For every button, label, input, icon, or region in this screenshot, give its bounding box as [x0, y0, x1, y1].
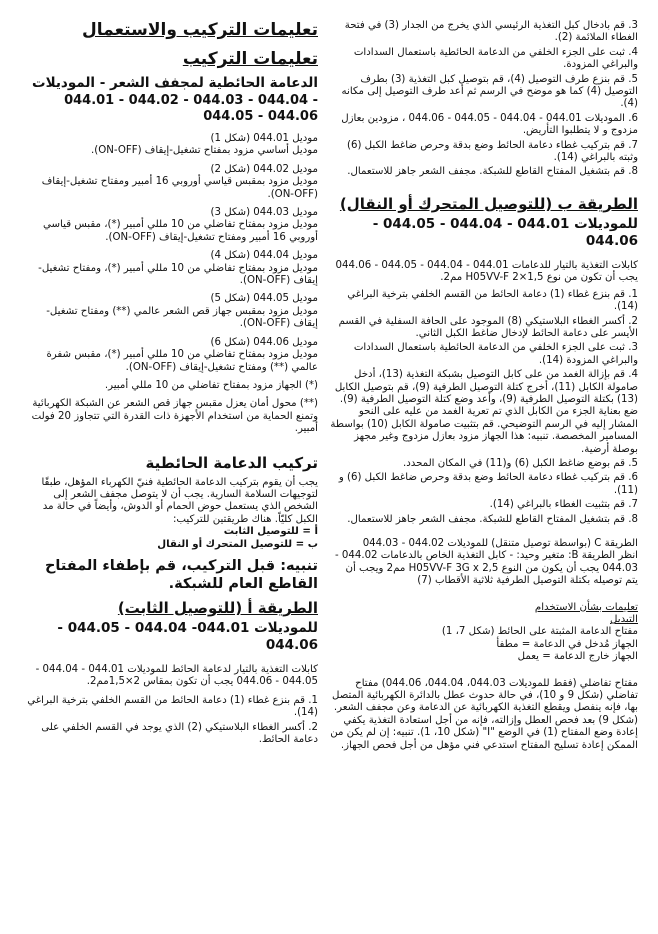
installation-title: تعليمات التركيب [182, 49, 318, 69]
method-a-steps-continued [330, 20, 638, 179]
left-column [22, 20, 318, 748]
model-head: موديل 044.04 (شكل 4) [210, 250, 318, 262]
list-item: 3. ثبت على الجزء الخلفي من الدعامة الحائطية باستعمال السدادات والبراغي المزودة (14). [353, 342, 638, 366]
model-desc: موديل مزود بمفتاح تفاضلي من 10 مللي أمبير (*)، مقبس قياسي أوروبي 16 أمبير ومفتاح تشغيل-إيقاف (ON-OFF). [43, 219, 318, 243]
usage-line: الجهاز خارج الدعامة = يعمل [517, 651, 638, 663]
list-item: 5. قم بنزع طرف التوصيل (4)، قم بتوصيل كبل التغذية (3) بطرف التوصيل (4) كما هو موضح في الرسم ثم أعد طرف التوصيل إلى مكانه (4). [341, 73, 638, 110]
list-item: 7. قم بتركيب غطاء دعامة الحائط وضع بدقة وحرص ضاغط الكبل (6) وثبته بالبراغي (14). [346, 139, 638, 164]
model-entry [22, 133, 318, 158]
method-c-title: الطريقة C (بواسطة توصيل متنقل) للموديلات 044.02 - 044.03 [362, 538, 638, 549]
model-desc: موديل مزود بمفتاح تفاضلي من 10 مللي أمبير (*)، مقبس شفرة عالمي (**) ومفتاح تشغيل-إيقاف (ON-OFF). [46, 349, 318, 373]
footnote-2: (**) محول أمان يعزل مقبس جهاز قص الشعر عن الشبكة الكهربائية وتمنع الحماية من استخدام الأجهزة ذات القدرة التي تتجاوز 20 فولت أمبير. [31, 398, 318, 435]
method-b-models: للموديلات 044.01 - 044.04 - 044.05 - 044.06 [372, 215, 638, 249]
wall-mount-body: يجب أن يقوم بتركيب الدعامة الحائطية فنيّ الكهرباء المؤهل، طبقًا لتوجيهات السلامة السارية. يجب أن لا يتوصل مجفف الشعر إلى الشخص الذي يستعمل حوض الحمام أو الدوش، وأيضاً في حالة مد الكبل كليّاً. هناك طريقتين للتركيب: [41, 476, 318, 525]
support-title: الدعامة الحائطية لمجفف الشعر - الموديلات [32, 75, 318, 91]
model-head: موديل 044.03 (شكل 3) [210, 207, 318, 219]
model-desc: موديل أساسي مزود بمفتاح تشغيل-إيقاف (ON-OFF). [91, 145, 318, 157]
model-entry [22, 250, 318, 287]
usage-line: مفتاح الدعامة المثبتة على الحائط (شكل 7، 1) [441, 626, 638, 638]
right-column [330, 20, 638, 752]
list-item: 4. قم بإزالة الغمد من على كابل التوصيل بشبكة التغذية (13)، أدخل صامولة الكابل (11)، أخرج كتلة التوصيل الطرفية (9)، قم بتوصيل الكابل (13) بكتلة التوصيل الطرفية (9)، وأعد وضع كتلة التوصيل الطرفية (9). ضع بعناية الجزء من الكابل الذي تم تعرية الغمد من عليه على النحو المشار إليه في الرسم التوضيحي. قم بتثبيت صامولة الكابل (10) بواسطة المسامير المخصصة. تنبيه: هذا الجهاز مزود بعازل مزدوج وغير مجهز بوصلة أرضية. [330, 369, 638, 455]
model-head: موديل 044.06 (شكل 6) [210, 336, 318, 348]
list-item: 1. قم بنزع غطاء (1) دعامة الحائط من القسم الخلفي بترخية البراغي (14). [347, 288, 638, 313]
list-item: 5. قم بوضع ضاغط الكبل (6) و(11) في المكان المحدد. [402, 457, 638, 469]
list-item: 8. قم بتشغيل المفتاح القاطع للشبكة. مجفف الشعر جاهز للاستعمال. [347, 166, 638, 178]
support-models: 044.01 - 044.02 - 044.03 - 044.04 - 044.05 - 044.06 [64, 93, 318, 124]
list-item: 8. قم بتشغيل المفتاح القاطع للشبكة. مجفف الشعر جاهز للاستعمال. [347, 513, 638, 525]
page-title: تعليمات التركيب والاستعمال [82, 20, 318, 40]
method-a-models: للموديلات 044.01- 044.04 - 044.05 - 044.06 [57, 619, 318, 653]
method-a-steps [22, 695, 318, 747]
warning-text: تنبيه: قبل التركيب، قم بإطفاء المفتاح القاطع العام للشبكة. [44, 557, 318, 592]
way-a: أ = للتوصيل الثابت [223, 526, 318, 538]
method-b-steps [330, 289, 638, 526]
model-entry [22, 164, 318, 201]
usage-title: تعليمات بشأن الاستخدام [534, 601, 638, 613]
model-head: موديل 044.01 (شكل 1) [210, 133, 318, 144]
model-entry [22, 207, 318, 244]
wall-mount-title: تركيب الدعامة الحائطية [145, 453, 318, 472]
model-entry [22, 293, 318, 330]
list-item: 4. ثبت على الجزء الخلفي من الدعامة الحائطية باستعمال السدادات والبراغي المزودة. [353, 46, 638, 71]
method-c-body: انظر الطريقة B: متغير وحيد: - كابل التغذية الخاص بالدعامات 044.02 - 044.03 يجب أن يكون من النوع H05VV-F 3G x 2,5 مم2 ويجب أن يتم توصيله بكتلة التوصيل الطرفية ثلاثية الأقطاب (7) [334, 550, 638, 587]
model-head: موديل 044.05 (شكل 5) [210, 293, 318, 305]
method-a-intro: كابلات التغذية بالتيار لدعامة الحائط للموديلات 044.01 - 044.04 - 044.05 - 044.06 يجب أن تكون بمقاس 2×1,5مم2. [35, 663, 318, 688]
list-item: 1. قم بنزع غطاء (1) دعامة الحائط من القسم الخلفي بترخية البراغي (14). [27, 694, 318, 719]
list-item: 2. أكسر الغطاء البلاستيكي (8) الموجود على الحافة السفلية في القسم الأيسر على دعامة الحائط لإدخال ضاغط الكبل الثاني. [338, 315, 638, 339]
differential-switch-text: مفتاح تفاضلي (فقط للموديلات 044.03، 044.04، 044.06) مفتاح تفاضلي (شكل 9 و 10)، في حالة حدوث عطل بالدائرة الكهربائية المتصل بها، فإنه ينفصل ويقطع التغذية الكهربائية عن الدعامة وعن مجفف الشعر. (شكل 9) بعد فحص العطل وإزالته، فإنه من أجل استعادة التغذية يكفي إعادة وضع المفتاح (1) في الوضع "I" (شكل 10، 1). تنبيه: إن لم يكن من الممكن إعادة تسليح المفتاح استدعي فني مؤهل من أجل فحص الجهاز. [330, 677, 638, 751]
model-head: موديل 044.02 (شكل 2) [210, 163, 318, 175]
method-b-title: الطريقة ب (للتوصيل المتحرك أو النقال) [339, 194, 638, 213]
model-desc: موديل مزود بمفتاح تفاضلي من 10 مللي أمبير (*)، ومفتاح تشغيل-إيقاف (ON-OFF). [38, 262, 318, 287]
model-entry [22, 337, 318, 374]
method-b-intro: كابلات التغذية بالتيار للدعامات 044.01 - 044.04 - 044.05 - 044.06 يجب أن تكون من نوع H05VV-F 2×1,5 مم2. [335, 259, 638, 284]
list-item: 3. قم بادخال كبل التغذية الرئيسي الذي يخرج من الجدار (3) في فتحة الغطاء الملائمة (2). [344, 20, 638, 44]
list-item: 2. أكسر الغطاء البلاستيكي (2) الذي يوجد في القسم الخلفي على دعامة الحائط. [41, 721, 318, 745]
list-item: 7. قم بتثبيت الغطاء بالبراغي (14). [489, 499, 638, 511]
usage-line: الجهاز مُدخل في الدعامة = مطفأ [496, 638, 638, 650]
model-desc: موديل مزود بمقبس قياسي أوروبي 16 أمبير ومفتاح تشغيل-إيقاف (ON-OFF). [41, 176, 318, 200]
way-b: ب = للتوصيل المتحرك أو النقال [157, 538, 318, 550]
model-desc: موديل مزود بمقبس جهاز قص الشعر عالمي (**) ومفتاح تشغيل-إيقاف (ON-OFF). [46, 305, 318, 330]
usage-subtitle: التبديل [610, 614, 638, 626]
list-item: 6. قم بتركيب غطاء دعامة الحائط وضع بدقة وحرص ضاغط الكبل (6) و (11). [338, 472, 638, 496]
method-a-title: الطريقة أ (للتوصيل الثابت) [117, 598, 318, 617]
list-item: 6. الموديلات 044.01 - 044.04 - 044.05 - 044.06 ، مزودين بعازل مزدوج و لا يتطلبوا التأريض. [341, 112, 638, 137]
footnote-1: (*) الجهاز مزود بمفتاح تفاضلي من 10 مللي أمبير. [104, 379, 318, 391]
